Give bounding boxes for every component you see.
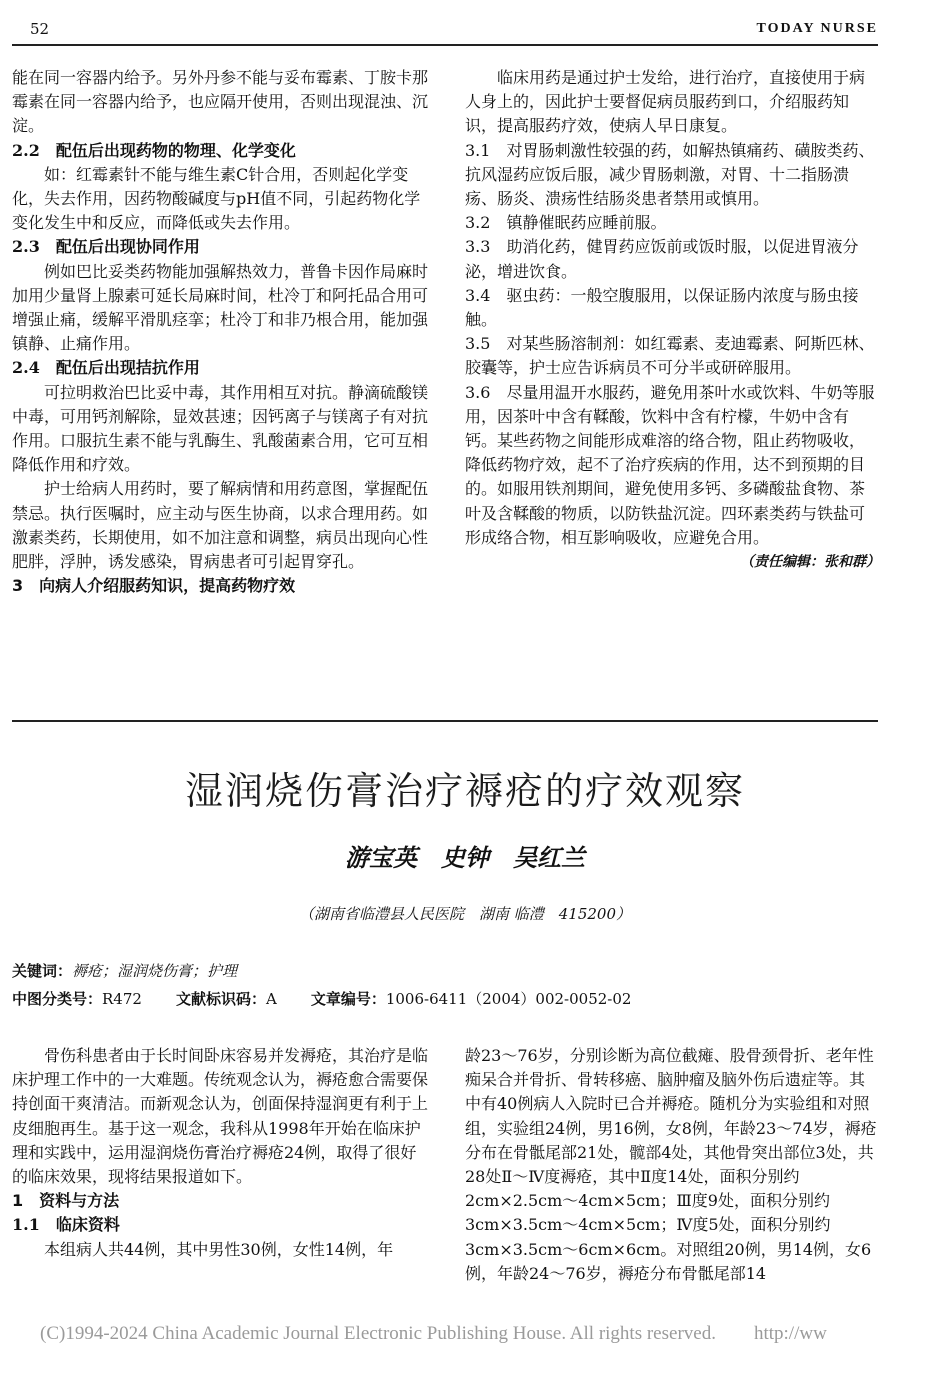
- paragraph: 临床用药是通过护士发给，进行治疗，直接使用于病人身上的，因此护士要督促病员服药到口，介绍服药知识，提高服药疗效，使病人早日康复。: [465, 68, 866, 136]
- paragraph: 能在同一容器内给予。另外丹参不能与妥布霉素、丁胺卡那霉素在同一容器内给予，也应隔开使用，否则出现混浊、沉淀。: [12, 68, 429, 136]
- clc-label: 中图分类号：: [12, 990, 103, 1008]
- paragraph: 本组病人共44例，其中男性30例，女性14例，年: [44, 1239, 394, 1259]
- paragraph: 可拉明救治巴比妥中毒，其作用相互对抗。静滴硫酸镁中毒，可用钙剂解除，显效甚速；因钙离子与镁离子有对抗作用。口服抗生素不能与乳酶生、乳酸菌素合用，它可互相降低作用和疗效。: [12, 382, 429, 475]
- subsection-3-2: 3.2 镇静催眠药应睡前服。: [465, 213, 667, 233]
- copyright-footer: (C)1994-2024 China Academic Journal Electronic Publishing House. All rights reserved. http://ww: [40, 1323, 827, 1344]
- classification-line: [12, 988, 631, 1009]
- bottom-left-column: [12, 1044, 432, 1262]
- section-heading-3: 3 向病人介绍服药知识，提高药物疗效: [12, 576, 296, 596]
- article-authors: 游宝英 史钟 吴红兰: [345, 843, 585, 872]
- section-heading-2-2: 2.2 配伍后出现药物的物理、化学变化: [12, 140, 296, 160]
- journal-name: TODAY NURSE: [756, 21, 878, 36]
- clc-value: R472: [102, 990, 142, 1008]
- article-affiliation: （湖南省临澧县人民医院 湖南 临澧 415200）: [298, 905, 632, 923]
- bottom-right-column: [465, 1044, 880, 1286]
- article-number-label: 文章编号：: [310, 990, 386, 1008]
- paragraph: 骨伤科患者由于长时间卧床容易并发褥疮，其治疗是临床护理工作中的一大难题。传统观念认为，褥疮愈合需要保持创面干爽清洁。而新观念认为，创面保持湿润更有利于上皮细胞再生。基于这一观念，我科从1998年开始在临床护理和实践中，运用湿润烧伤膏治疗褥疮24例，取得了很好的临床效果，现将结果报道如下。: [12, 1046, 429, 1187]
- subsection-3-5: 3.5 对某些肠溶制剂：如红霉素、麦迪霉素、阿斯匹林、胶囊等，护士应告诉病员不可分半或研碎服用。: [465, 334, 875, 378]
- keywords-value: 褥疮；湿润烧伤膏；护理: [72, 962, 238, 980]
- top-right-column: [465, 66, 880, 574]
- article-title: 湿润烧伤膏治疗褥疮的疗效观察: [184, 769, 745, 813]
- paragraph: 护士给病人用药时，要了解病情和用药意图，掌握配伍禁忌。执行医嘱时，应主动与医生协商，以求合理用药。如激素类药，长期使用，如不加注意和调整，病员出现向心性肥胖，浮肿，诱发感染，胃病患者可引起胃穿孔。: [12, 479, 429, 572]
- subsection-3-6: 3.6 尽量用温开水服药，避免用茶叶水或饮料、牛奶等服用，因茶叶中含有鞣酸，饮料中含有柠檬，牛奶中含有钙。某些药物之间能形成难溶的络合物，阻止药物吸收，降低药物疗效，起不了治疗疾病的作用，达不到预期的目的。如服用铁剂期间，避免使用多钙、多磷酸盐食物、茶叶及含鞣酸的物质，以防铁盐沉淀。四环素类药与铁盐可形成络合物，相互影响吸收，应避免合用。: [465, 382, 875, 547]
- keywords-line: [12, 960, 237, 981]
- subsection-3-3: 3.3 助消化药，健胃药应饭前或饭时服，以促进胃液分泌，增进饮食。: [465, 237, 859, 281]
- section-heading-1: 1 资料与方法: [12, 1191, 120, 1211]
- top-left-column: [12, 66, 432, 598]
- header-rule: [12, 44, 878, 46]
- subsection-3-1: 3.1 对胃肠刺激性较强的药，如解热镇痛药、磺胺类药、抗风湿药应饭后服，减少胃肠刺激，对胃、十二指肠溃疡、肠炎、溃疡性结肠炎患者禁用或慎用。: [465, 140, 875, 209]
- doc-code-label: 文献标识码：: [175, 990, 266, 1008]
- responsible-editor: （责任编辑：张和群）: [740, 554, 880, 571]
- section-heading-2-3: 2.3 配伍后出现协同作用: [12, 237, 200, 257]
- doc-code-value: A: [265, 990, 277, 1008]
- article-number-value: 1006-6411（2004）002-0052-02: [385, 990, 632, 1008]
- article-separator-rule: [12, 720, 878, 722]
- section-heading-1-1: 1.1 临床资料: [12, 1215, 120, 1235]
- paragraph: 如：红霉素针不能与维生素C针合用，否则起化学变化，失去作用，因药物酸碱度与pH值不同，引起药物化学变化发生中和反应，而降低或失去作用。: [12, 164, 421, 233]
- paragraph: 例如巴比妥类药物能加强解热效力，普鲁卡因作局麻时加用少量肾上腺素可延长局麻时间，杜冷丁和阿托品合用可增强止痛，缓解平滑肌痉挛；杜冷丁和非乃根合用，能加强镇静、止痛作用。: [12, 261, 429, 354]
- paragraph: 龄23～76岁，分别诊断为高位截瘫、股骨颈骨折、老年性痴呆合并骨折、骨转移癌、脑肿瘤及脑外伤后遗症等。其中有40例病人入院时已合并褥疮。随机分为实验组和对照组，实验组24例，男16例，女8例，年龄23～74岁，褥疮分布在骨骶尾部21处，髋部4处，其他骨突出部位3处，共28处Ⅱ～Ⅳ度褥疮，其中Ⅱ度14处，面积分别约2cm×2.5cm～4cm×5cm；Ⅲ度9处，面积分别约3cm×3.5cm～4cm×5cm；Ⅳ度5处，面积分别约3cm×3.5cm～6cm×6cm。对照组20例，男14例，女6例，年龄24～76岁，褥疮分布骨骶尾部14: [465, 1046, 877, 1283]
- subsection-3-4: 3.4 驱虫药：一般空腹服用，以保证肠内浓度与肠虫接触。: [465, 285, 859, 330]
- section-heading-2-4: 2.4 配伍后出现拮抗作用: [12, 358, 200, 378]
- keywords-label: 关键词：: [12, 962, 73, 980]
- page-number: 52: [30, 20, 50, 38]
